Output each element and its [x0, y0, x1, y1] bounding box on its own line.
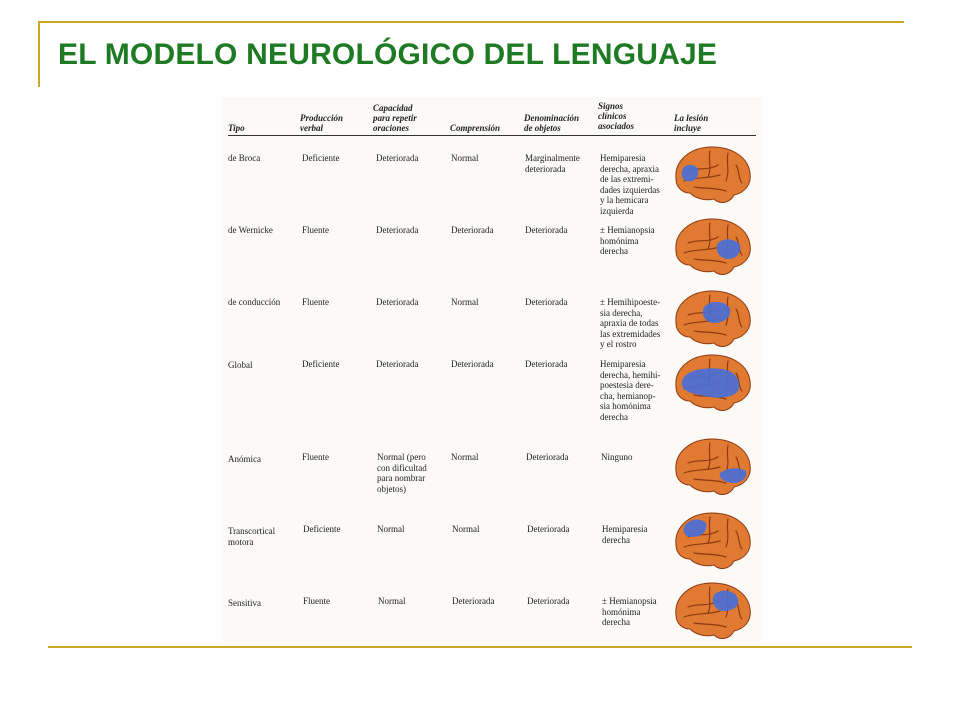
cell-produccion: Deficiente	[303, 524, 341, 534]
cell-signos: Ninguno	[601, 452, 633, 462]
cell-repeticion: Normal	[378, 596, 406, 606]
cell-signos: Hemiparesia derecha, hemihi- poestesia dere- cha, hemianop- sia homónima derecha	[600, 359, 661, 422]
cell-comprension: Deteriorada	[452, 596, 495, 606]
cell-produccion: Fluente	[302, 452, 329, 462]
cell-tipo: de conducción	[228, 297, 281, 307]
cell-produccion: Deficiente	[302, 359, 340, 369]
cell-repeticion: Deteriorada	[376, 297, 419, 307]
cell-denominacion: Deteriorada	[525, 359, 568, 369]
header-capacidad: Capacidad para repetir oraciones	[373, 103, 417, 133]
cell-produccion: Fluente	[303, 596, 330, 606]
cell-denominacion: Deteriorada	[527, 524, 570, 534]
top-rule	[38, 21, 904, 23]
brain-lesion-sensitiva	[670, 577, 754, 643]
cell-signos: ± Hemianopsia homónima derecha	[602, 596, 657, 627]
cell-comprension: Normal	[451, 153, 479, 163]
cell-repeticion: Deteriorada	[376, 153, 419, 163]
cell-signos: Hemiparesia derecha	[602, 524, 648, 545]
cell-comprension: Normal	[451, 452, 479, 462]
cell-tipo: Sensitiva	[228, 598, 261, 608]
cell-denominacion: Deteriorada	[525, 225, 568, 235]
cell-tipo: Global	[228, 360, 253, 370]
cell-comprension: Normal	[452, 524, 480, 534]
brain-lesion-transcortical-motora	[670, 507, 754, 573]
cell-comprension: Deteriorada	[451, 359, 494, 369]
cell-repeticion: Deteriorada	[376, 225, 419, 235]
cell-produccion: Deficiente	[302, 153, 340, 163]
cell-signos: Hemiparesia derecha, apraxia de las extremi- dades izquierdas y la hemicara izquierda	[600, 153, 660, 216]
cell-denominacion: Deteriorada	[525, 297, 568, 307]
header-lesion: La lesión incluye	[674, 113, 709, 133]
cell-comprension: Deteriorada	[451, 225, 494, 235]
header-signos: Signos clínicos asociados	[598, 101, 634, 131]
left-rule	[38, 21, 40, 87]
header-comprension: Comprensión	[450, 123, 501, 133]
cell-produccion: Fluente	[302, 297, 329, 307]
slide-title: EL MODELO NEUROLÓGICO DEL LENGUAJE	[58, 38, 718, 71]
header-rule	[228, 135, 756, 136]
cell-produccion: Fluente	[302, 225, 329, 235]
brain-lesion-global	[670, 349, 754, 415]
header-produccion: Producción verbal	[300, 113, 344, 133]
cell-repeticion: Deteriorada	[376, 359, 419, 369]
brain-lesion-broca	[670, 141, 754, 207]
cell-denominacion: Deteriorada	[527, 596, 570, 606]
brain-lesion-conduccion	[670, 285, 754, 351]
cell-tipo: Anómica	[228, 454, 261, 464]
cell-repeticion: Normal	[377, 524, 405, 534]
brain-lesion-wernicke	[670, 213, 754, 279]
cell-signos: ± Hemihipoeste- sia derecha, apraxia de todas las extremidades y el rostro	[600, 297, 661, 349]
header-denominacion: Denominación de objetos	[524, 113, 580, 133]
aphasia-table	[222, 97, 762, 642]
cell-comprension: Normal	[451, 297, 479, 307]
cell-denominacion: Deteriorada	[526, 452, 569, 462]
brain-lesion-anomica	[670, 433, 754, 499]
header-tipo: Tipo	[228, 123, 245, 133]
cell-tipo: de Broca	[228, 153, 261, 163]
cell-denominacion: Marginalmente deteriorada	[525, 153, 580, 174]
cell-repeticion: Normal (pero con dificultad para nombrar objetos)	[377, 452, 427, 494]
cell-signos: ± Hemianopsia homónima derecha	[600, 225, 655, 256]
bottom-rule	[48, 646, 912, 648]
cell-tipo: de Wernicke	[228, 225, 273, 235]
cell-tipo: Transcortical motora	[228, 526, 276, 547]
